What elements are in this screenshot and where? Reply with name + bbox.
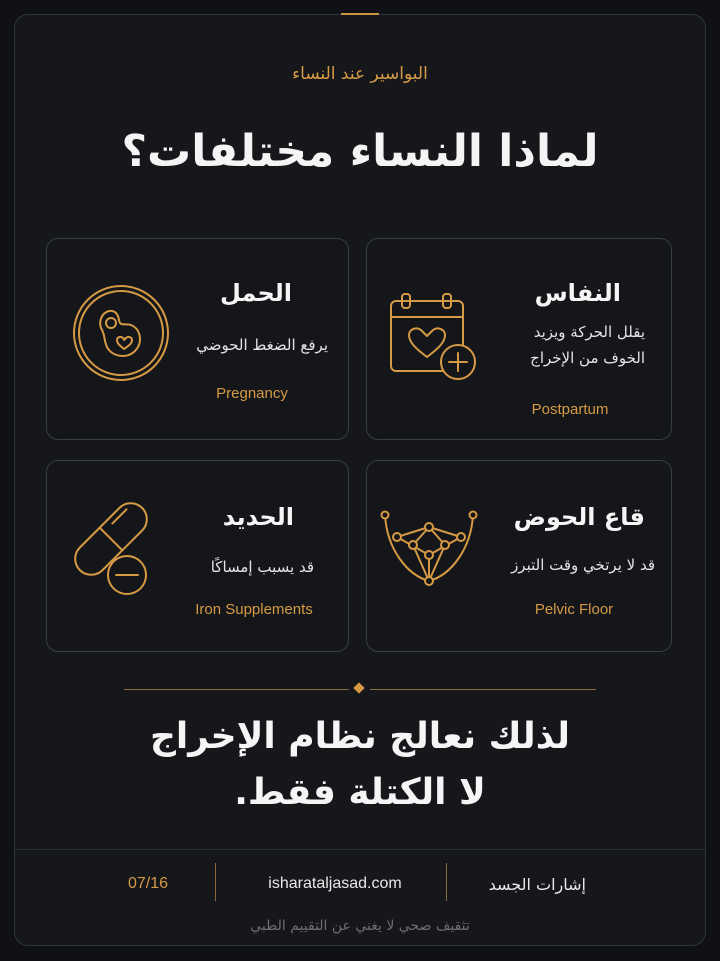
pelvic-floor-icon: [379, 509, 479, 591]
conclusion-line: لذلك نعالج نظام الإخراج: [149, 716, 571, 757]
tile-pregnancy: [46, 238, 349, 440]
footer-separator: [215, 863, 216, 901]
tile-title: الحديد: [222, 503, 294, 531]
tile-english-label: Iron Supplements: [195, 601, 313, 618]
tile-english-label: Pregnancy: [216, 385, 288, 402]
footer-divider: [14, 849, 706, 850]
tile-description-line: الخوف من الإخراج: [530, 349, 645, 367]
tile-description-line: يقلل الحركة ويزيد: [533, 323, 645, 341]
page-title: لماذا النساء مختلفات؟: [121, 126, 599, 177]
tile-iron: [46, 460, 349, 652]
conclusion-line: لا الكتلة فقط.: [234, 772, 486, 813]
tile-title: الحمل: [219, 279, 292, 307]
footer-separator: [446, 863, 447, 901]
pregnancy-icon: [71, 283, 171, 383]
tile-english-label: Postpartum: [531, 401, 609, 418]
top-accent-line: [341, 13, 379, 15]
page-subtitle: البواسير عند النساء: [292, 64, 428, 84]
tile-english-label: Pelvic Floor: [534, 601, 614, 618]
tile-description-line: قد لا يرتخي وقت التبرز: [511, 556, 655, 574]
footer-brand: إشارات الجسد: [488, 875, 586, 894]
divider-right: [370, 689, 596, 690]
page-number: 07/16: [128, 875, 169, 892]
footer-website: isharataljasad.com: [268, 875, 402, 892]
divider-left: [124, 689, 349, 690]
tile-description-line: قد يسبب إمساكًا: [210, 558, 314, 576]
calendar-plus-icon: [387, 291, 483, 387]
tile-postpartum: [366, 238, 672, 440]
tile-title: قاع الحوض: [513, 503, 645, 531]
tile-pelvic-floor: [366, 460, 672, 652]
pill-capsule-icon: [65, 493, 157, 601]
tile-description-line: يرفع الضغط الحوضي: [196, 336, 328, 354]
tile-title: النفاس: [534, 279, 621, 307]
footer-disclaimer: تثقيف صحي لا يغني عن التقييم الطبي: [250, 918, 470, 934]
